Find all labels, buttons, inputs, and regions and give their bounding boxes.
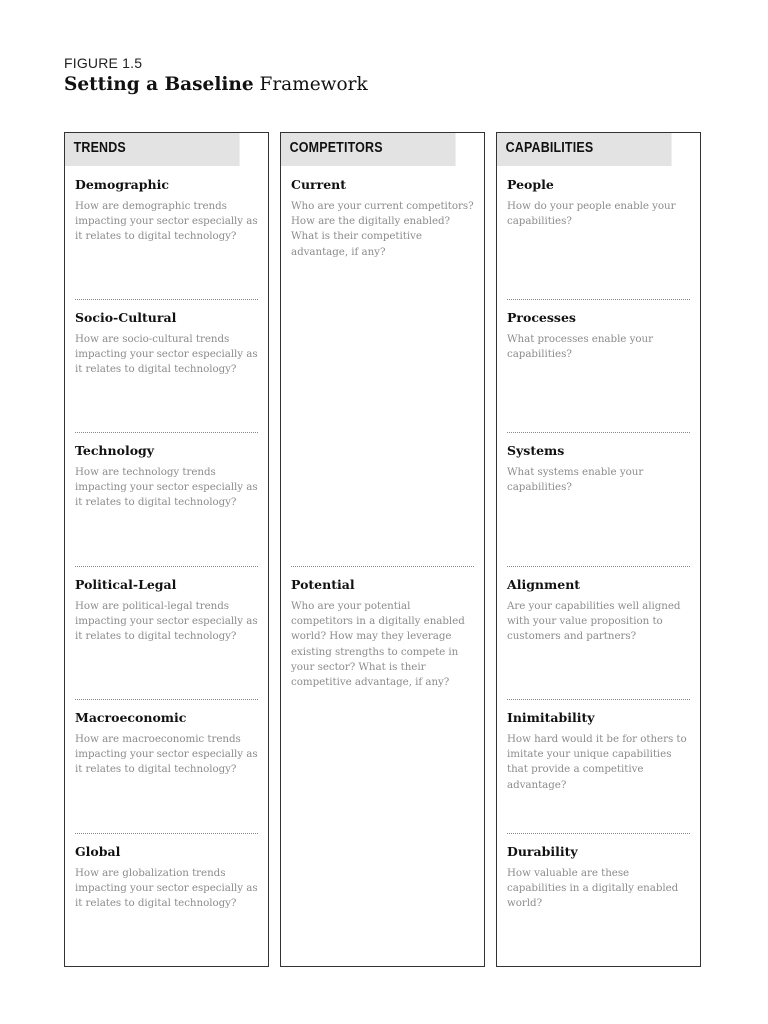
section-description: How are globalization trends impacting your sector especially as it relates to digital technology? [75, 867, 258, 910]
section-description: How are socio-cultural trends impacting your sector especially as it relates to digital technology? [75, 333, 258, 376]
competitor-current [291, 177, 474, 260]
capability-systems [507, 443, 690, 495]
section-description: What systems enable your capabilities? [507, 466, 644, 494]
capability-processes [507, 310, 690, 362]
section-title: Potential [291, 577, 355, 592]
section-title: Demographic [75, 177, 169, 192]
capabilities-header: CAPABILITIES [497, 133, 672, 166]
divider [507, 432, 690, 433]
section-description: How do your people enable your capabilities? [507, 200, 676, 228]
section-title: Systems [507, 443, 565, 458]
figure-title-rest: Framework [259, 74, 368, 95]
divider [75, 432, 258, 433]
divider [291, 566, 474, 567]
section-title: Technology [75, 443, 155, 458]
section-title: Durability [507, 844, 578, 859]
section-description: How are macroeconomic trends impacting your sector especially as it relates to digital technology? [75, 733, 258, 776]
capabilities-column [496, 132, 701, 967]
section-description: How hard would it be for others to imitate your unique capabilities that provide a competitive advantage? [507, 733, 687, 791]
figure-title-bold: Setting a Baseline [64, 74, 254, 95]
divider [507, 299, 690, 300]
section-title: Global [75, 844, 121, 859]
section-description: What processes enable your capabilities? [507, 333, 653, 361]
trend-technology [75, 443, 258, 511]
section-title: People [507, 177, 554, 192]
section-title: Current [291, 177, 347, 192]
competitors-header: COMPETITORS [281, 133, 456, 166]
section-description: Who are your current competitors? How are the digitally enabled? What is their competitive advantage, if any? [291, 200, 474, 258]
competitors-column [280, 132, 485, 967]
figure-label: FIGURE 1.5 [64, 55, 143, 71]
section-description: Who are your potential competitors in a digitally enabled world? How may they leverage existing strengths to compete in your sector? What is their competitive advantage, if any? [291, 600, 465, 689]
divider [75, 699, 258, 700]
capability-people [507, 177, 690, 229]
competitor-potential [291, 577, 474, 690]
section-title: Alignment [507, 577, 581, 592]
trend-demographic [75, 177, 258, 245]
section-description: How are political-legal trends impacting your sector especially as it relates to digital technology? [75, 600, 258, 643]
capability-durability [507, 844, 690, 912]
trend-global [75, 844, 258, 912]
section-description: Are your capabilities well aligned with your value proposition to customers and partners? [507, 600, 681, 643]
trends-column [64, 132, 269, 967]
section-title: Socio-Cultural [75, 310, 177, 325]
divider [507, 699, 690, 700]
figure-title [64, 74, 368, 95]
section-description: How are technology trends impacting your sector especially as it relates to digital technology? [75, 466, 258, 509]
section-title: Political-Legal [75, 577, 177, 592]
section-title: Inimitability [507, 710, 595, 725]
divider [75, 566, 258, 567]
capability-inimitability [507, 710, 690, 793]
section-description: How valuable are these capabilities in a digitally enabled world? [507, 867, 679, 910]
capability-alignment [507, 577, 690, 645]
trend-political-legal [75, 577, 258, 645]
trend-macroeconomic [75, 710, 258, 778]
section-title: Processes [507, 310, 576, 325]
trends-header: TRENDS [65, 133, 240, 166]
trend-socio-cultural [75, 310, 258, 378]
divider [75, 833, 258, 834]
section-description: How are demographic trends impacting your sector especially as it relates to digital technology? [75, 200, 258, 243]
section-title: Macroeconomic [75, 710, 187, 725]
divider [507, 833, 690, 834]
divider [507, 566, 690, 567]
divider [75, 299, 258, 300]
